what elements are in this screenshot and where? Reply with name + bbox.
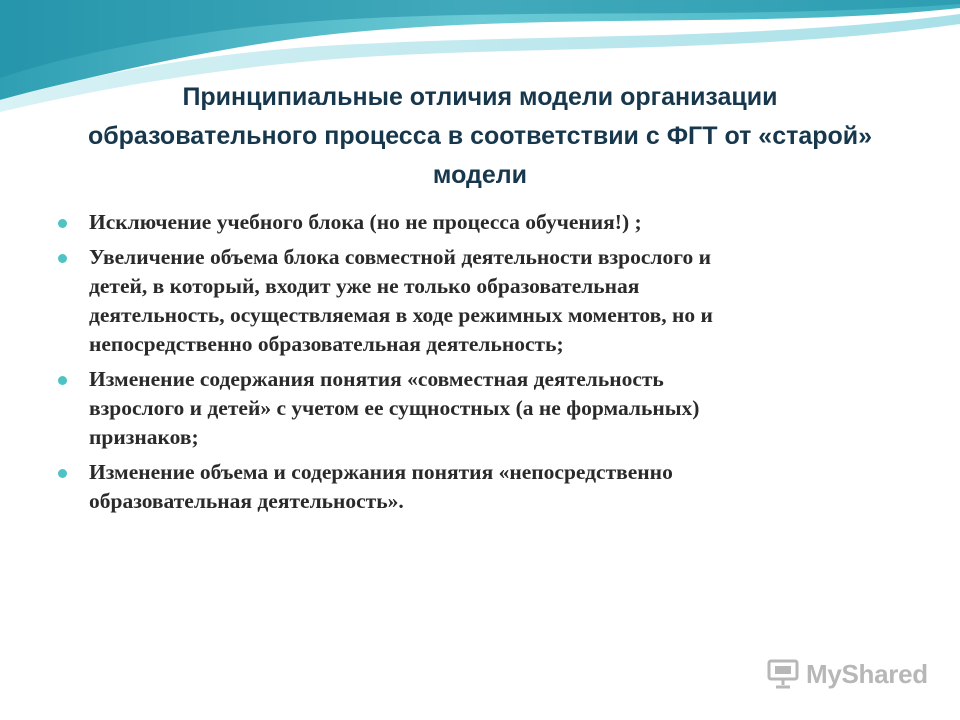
bullet-text-line: образовательная деятельность».: [89, 489, 404, 513]
bullet-text-line: непосредственно образовательная деятельность;: [89, 332, 564, 356]
bullet-text-line: Исключение учебного блока (но не процесса обучения!) ;: [89, 210, 642, 234]
slide-title-line: Принципиальные отличия модели организации: [182, 83, 778, 111]
bullet-dot-icon: [58, 469, 67, 478]
bullet-text-line: взрослого и детей» с учетом ее сущностных (а не формальных): [89, 396, 700, 420]
bullet-dot-icon: [58, 219, 67, 228]
bullet-dot-icon: [58, 376, 67, 385]
bullet-item: [56, 208, 916, 237]
bullet-item: [56, 365, 916, 452]
presentation-screen-icon: [766, 657, 800, 691]
bullet-text-line: Изменение содержания понятия «совместная деятельность: [89, 367, 664, 391]
bullet-item: [56, 243, 916, 359]
bullet-text-line: Изменение объема и содержания понятия «непосредственно: [89, 460, 673, 484]
bullet-text-line: деятельность, осуществляемая в ходе режимных моментов, но и: [89, 303, 713, 327]
slide-title-line: модели: [432, 161, 528, 189]
bullet-text-line: Увеличение объема блока совместной деятельности взрослого и: [89, 245, 711, 269]
slide-title-line: образовательного процесса в соответствии с ФГТ от «старой»: [87, 122, 873, 150]
bullet-list: [56, 208, 916, 522]
bullet-text-line: детей, в который, входит уже не только образовательная: [89, 274, 640, 298]
bullet-dot-icon: [58, 254, 67, 263]
watermark-text: MyShared: [806, 658, 928, 689]
bullet-item: [56, 458, 916, 516]
bullet-text-line: признаков;: [89, 425, 199, 449]
slide-title: [40, 78, 920, 195]
myshared-watermark[interactable]: [766, 656, 928, 692]
